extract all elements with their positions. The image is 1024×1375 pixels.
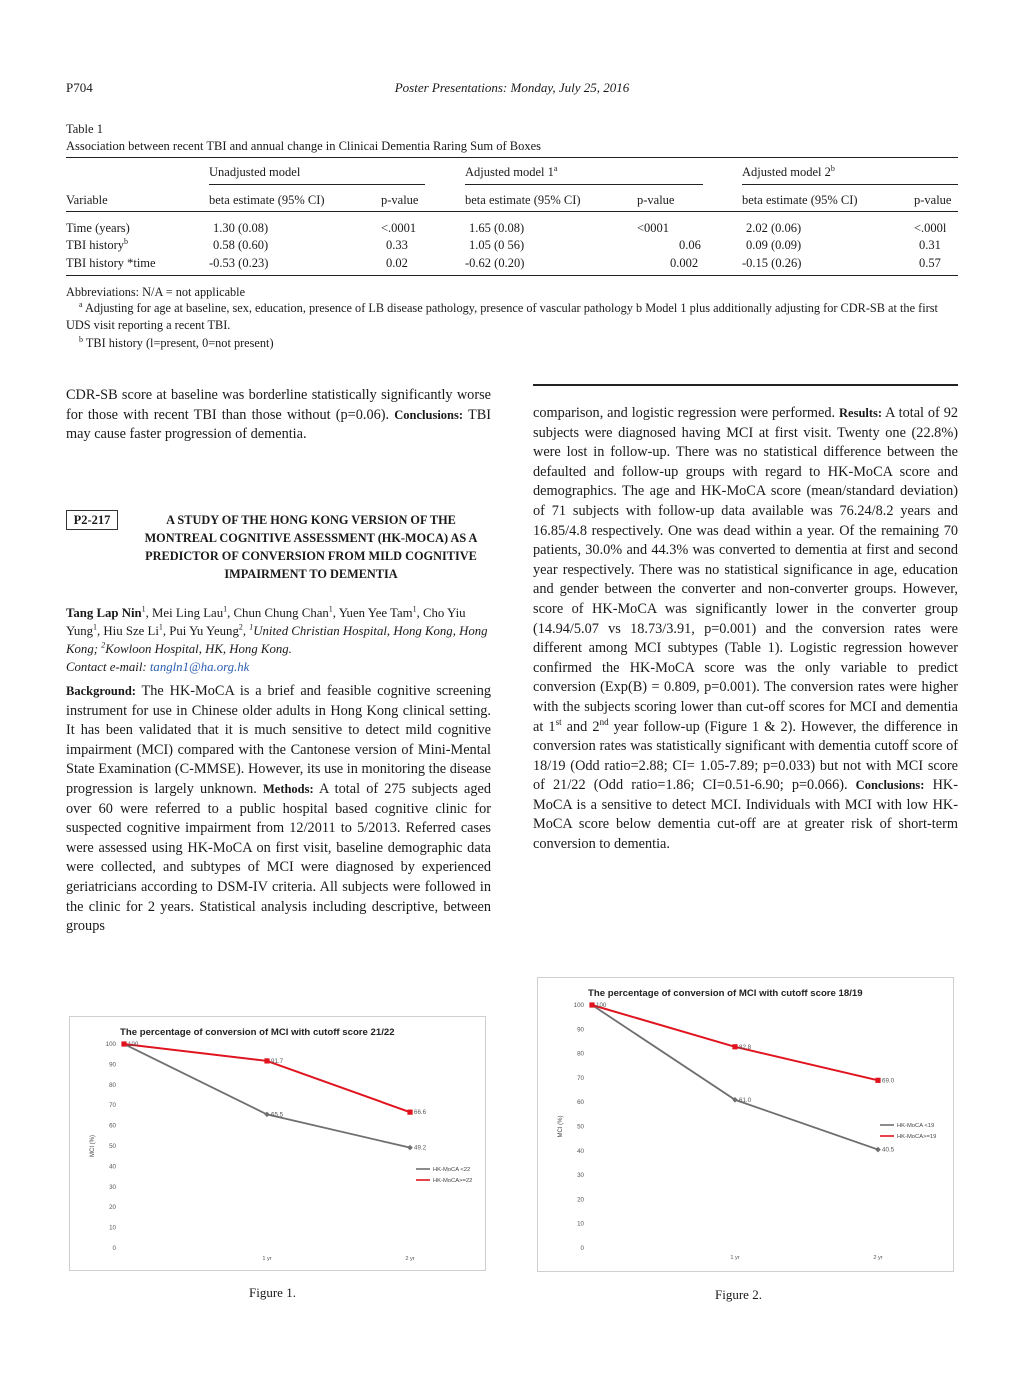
col-header-beta-2: beta estimate (95% CI) — [465, 193, 581, 207]
data-point — [875, 1147, 881, 1153]
table-cell: 2.02 (0.06) — [746, 221, 802, 235]
y-axis-label: MCI (%) — [558, 1115, 564, 1138]
table-cell: 1.65 (0.08) — [469, 221, 525, 235]
group-rule-1 — [209, 184, 425, 185]
x-tick-label: 2 yr — [873, 1255, 883, 1261]
data-label: 65.5 — [271, 1111, 284, 1119]
table-row-variable: TBI history *time — [66, 256, 156, 270]
group-rule-3 — [742, 184, 958, 185]
table-bottom-rule — [66, 275, 958, 276]
x-tick-label: 2 yr — [405, 1256, 415, 1262]
data-label: 49.2 — [414, 1144, 427, 1152]
data-label: 82.8 — [739, 1043, 752, 1051]
y-tick-label: 30 — [577, 1172, 584, 1180]
figure-2-chart — [537, 977, 954, 1272]
table-cell: 1.30 (0.08) — [213, 221, 269, 235]
data-label: 100 — [596, 1002, 607, 1009]
table-row-variable: Time (years) — [66, 221, 130, 235]
abstract-body-left: Background: The HK-MoCA is a brief and feasible cognitive screening instrument for use in Chinese older adults in Hong Kong clinical setting. It has been validated that it is much sensitive to detect mild cognitive impairment (MCI) compared with the Cantonese version of Mini-Mental State Examination (C-MMSE). However, its use in monitoring the disease progression is largely unknown. Methods: A total of 275 subjects aged over 60 were referred to a public hospital based cognitive clinic for suspected cognitive impairment from 12/2011 to 5/2013. Referred cases were assessed using HK-MoCA on first visit, baseline demographic data were collected, and subtypes of MCI were diagnosed by experienced geriatricians according to DSM-IV criteria. All subjects were followed in the clinic for 2 years. Statistical analysis including descriptive, between groups — [66, 683, 491, 935]
data-point — [407, 1145, 413, 1151]
abstract-body-right: comparison, and logistic regression were performed. Results: A total of 92 subjects were diagnosed having MCI at first visit. Twenty one (22.8%) were lost in follow-up. There was no statistical difference between the defaulted and follow-up groups with regard to HK-MoCA score and demographics. The age and HK-MoCA score (mean/standard deviation) of 71 subjects with follow-up data available was 76.24/8.2 years and 16.85/4.8 respectively. One was dead within a year. Of the remaining 70 patients, 30.0% and 44.3% was converted to dementia at first and second year respectively. There was no statistical significance in age, education and gender between the converter and non-converter groups. However, score of HK-MoCA was significantly lower in the converter group (14.94/5.07 vs 18.73/3.91, p=0.001) and the conversion rates were different among MCI subtypes (Table 1). Logistic regression however confirmed the HK-MoCA score was the only variable to predict conversion (Exp(B) = 0.809, p=0.001). The conversion rates were higher with the subjects scoring lower than cut-off scores for MCI and dementia at 1st and 2nd year follow-up (Figure 1 & 2). However, the difference in conversion rates was statistically significant with dementia cutoff score of 18/19 (Odd ratio=2.88; CI= 1.05-7.89; p=0.033) but not with MCI score of 21/22 (Odd ratio=1.86; CI=0.51-6.90; p=0.066). Conclusions: HK-MoCA is a sensitive to detect MCI. Individuals with MCI with low HK-MoCA score below dementia cut-off are at greater risk of short-term conversion to dementia. — [533, 405, 959, 853]
journal-line: Poster Presentations: Monday, July 25, 2016 — [394, 80, 630, 95]
table-caption: Association between recent TBI and annual change in Clinicai Dementia Raring Sum of Boxes — [66, 139, 541, 153]
y-tick-label: 0 — [580, 1245, 584, 1252]
y-tick-label: 100 — [573, 1002, 584, 1009]
y-tick-label: 40 — [577, 1147, 584, 1155]
chart-title: The percentage of conversion of MCI with cutoff score 18/19 — [588, 988, 863, 999]
data-label: 100 — [128, 1041, 139, 1048]
y-tick-label: 10 — [109, 1224, 116, 1232]
legend-label: HK-MoCA <22 — [433, 1167, 471, 1173]
y-tick-label: 60 — [109, 1122, 116, 1130]
table-cell: 1.05 (0 56) — [469, 238, 525, 252]
figure-2-caption: Figure 2. — [715, 1287, 762, 1302]
legend-label: HK-MoCA>=19 — [897, 1134, 937, 1140]
data-point — [121, 1041, 126, 1046]
y-tick-label: 80 — [577, 1050, 584, 1058]
abstract-title: A STUDY OF THE HONG KONG VERSION OF THE MONTREAL COGNITIVE ASSESSMENT (HK-MOCA) AS A PREDICTOR OF CONVERSION FROM MILD COGNITIVE IMPAIRMENT TO DEMENTIA — [144, 513, 478, 581]
data-label: 61.0 — [739, 1096, 752, 1104]
table-footnote-b: $^b$ TBI history (l=present, 0=not present) — [79, 334, 274, 350]
group-header-adjusted-2: Adjusted model 2$^b$ — [742, 163, 835, 179]
page-number: P704 — [66, 80, 93, 95]
y-tick-label: 30 — [109, 1183, 116, 1191]
series-line — [124, 1044, 410, 1112]
y-tick-label: 20 — [109, 1204, 116, 1212]
table-cell: 0.02 — [386, 256, 408, 270]
column-rule — [533, 384, 958, 386]
table-cell: -0.15 (0.26) — [742, 256, 802, 270]
col-header-p-3: p-value — [914, 193, 952, 207]
table-cell: 0.57 — [919, 256, 941, 270]
y-tick-label: 40 — [109, 1163, 116, 1171]
table-row-variable: TBI history$^b$ — [66, 236, 128, 252]
author-list: Tang Lap Nin$^1$, Mei Ling Lau$^1$, Chun Chung Chan$^1$, Yuen Yee Tam$^1$, Cho Yiu Yung$^1$, Hiu Sze Li$^1$, Pui Yu Yeung$^2$, $^1$United Christian Hospital, Hong Kong, Hong Kong; $^2$Kowloon Hospital, HK, Hong Kong. Contact e-mail: tangln1@ha.org.hk — [66, 604, 488, 674]
series-line — [592, 1005, 878, 1080]
y-tick-label: 100 — [105, 1041, 116, 1048]
group-header-unadjusted: Unadjusted model — [209, 165, 301, 179]
y-tick-label: 90 — [109, 1061, 116, 1069]
table-cell: 0.002 — [670, 256, 699, 270]
col-header-variable: Variable — [66, 193, 108, 207]
table-cell: -0.62 (0.20) — [465, 256, 525, 270]
table-label: Table 1 — [66, 122, 103, 136]
y-tick-label: 70 — [577, 1074, 584, 1082]
x-tick-label: 1 yr — [262, 1256, 272, 1262]
table-cell: <.000l — [914, 221, 947, 235]
table-cell: 0.06 — [679, 238, 701, 252]
chart-title: The percentage of conversion of MCI with cutoff score 21/22 — [120, 1027, 395, 1038]
group-header-adjusted-1: Adjusted model 1$^a$ — [465, 163, 558, 179]
table-cell: <.0001 — [381, 221, 417, 235]
x-tick-label: 1 yr — [730, 1255, 740, 1261]
data-label: 69.0 — [882, 1077, 895, 1085]
y-tick-label: 0 — [112, 1245, 116, 1252]
group-rule-2 — [465, 184, 703, 185]
y-tick-label: 80 — [109, 1081, 116, 1089]
col-header-p-2: p-value — [637, 193, 675, 207]
table-top-rule — [66, 157, 958, 158]
y-tick-label: 70 — [109, 1102, 116, 1110]
col-header-p-1: p-value — [381, 193, 419, 207]
data-label: 40.5 — [882, 1146, 895, 1154]
y-axis-label: MCI (%) — [90, 1135, 96, 1157]
table-cell: <0001 — [637, 221, 670, 235]
y-tick-label: 10 — [577, 1220, 584, 1228]
data-label: 66.6 — [414, 1109, 427, 1117]
table-footnote-abbrev: Abbreviations: N/A = not applicable — [66, 285, 246, 299]
data-point — [732, 1044, 737, 1049]
table-cell: 0.58 (0.60) — [213, 238, 269, 252]
figure-1-chart — [69, 1016, 486, 1271]
col-header-beta-3: beta estimate (95% CI) — [742, 193, 858, 207]
table-heading — [66, 121, 541, 155]
y-tick-label: 90 — [577, 1026, 584, 1034]
contact-email-link[interactable]: tangln1@ha.org.hk — [149, 660, 250, 674]
table-header-rule — [66, 211, 958, 212]
table-cell: 0.31 — [919, 238, 941, 252]
table-footnote-a: $^a$ Adjusting for age at baseline, sex, education, presence of LB disease pathology, presence of vascular pathology b Model 1 plus additionally adjusting for CDR-SB at the first UDS visit reporting a recent TBI. — [66, 299, 938, 332]
data-point — [589, 1002, 594, 1007]
table-cell: -0.53 (0.23) — [209, 256, 269, 270]
data-point — [875, 1078, 880, 1083]
data-point — [407, 1110, 412, 1115]
y-tick-label: 50 — [109, 1143, 116, 1150]
table-cell: 0.33 — [386, 238, 408, 252]
figure-1-svg — [70, 1017, 485, 1270]
figure-2-svg — [538, 978, 953, 1271]
data-label: 91.7 — [271, 1057, 284, 1065]
previous-abstract-conclusion: CDR-SB score at baseline was borderline statistically significantly worse for those with recent TBI than those without (p=0.06). Conclusions: TBI may cause faster progression of dementia. — [66, 387, 491, 443]
legend-label: HK-MoCA>=22 — [433, 1178, 473, 1184]
y-tick-label: 60 — [577, 1099, 584, 1107]
abstract-code-box: P2-217 — [66, 510, 118, 530]
data-point — [264, 1058, 269, 1063]
col-header-beta-1: beta estimate (95% CI) — [209, 193, 325, 207]
series-line — [592, 1005, 878, 1150]
figure-1-caption: Figure 1. — [249, 1285, 296, 1300]
table-cell: 0.09 (0.09) — [746, 238, 802, 252]
y-tick-label: 20 — [577, 1196, 584, 1204]
legend-label: HK-MoCA <19 — [897, 1123, 935, 1129]
y-tick-label: 50 — [577, 1123, 584, 1131]
